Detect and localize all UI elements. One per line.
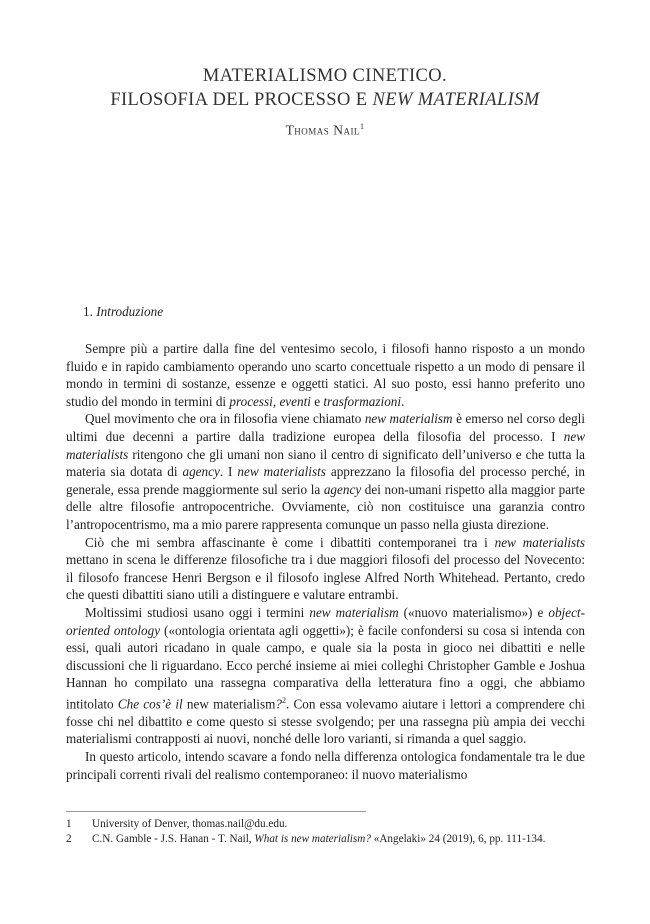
footnote-text: C.N. Gamble - J.S. Hanan - T. Nail, What is new materialism? «Angelaki» 24 (2019), 6, pp. 111-134.: [92, 833, 546, 845]
footnote-divider: [66, 811, 366, 812]
footnotes: [66, 817, 585, 847]
footnote-1: [66, 817, 585, 832]
section-title: Introduzione: [96, 304, 164, 319]
title-line-2: [60, 88, 590, 112]
body-text: [66, 340, 585, 783]
paragraph-2: Quel movimento che ora in filosofia viene chiamato new materialism è emerso nel corso degli ultimi due decenni a partire dalla tradizione europea della filosofia del processo. I new materialists ritengono che gli umani non siano il centro di significato dell’universo e che tutta la materia sia dotata di agency. I new materialists apprezzano la filosofia del processo perché, in generale, essa prende maggiormente sul serio la agency dei non-umani rispetto alla maggior parte delle altre filosofie antropocentriche. Ovviamente, ciò non costituisce una garanzia contro l’antropocentrismo, ma a mio parere rappresenta comunque un passo nella giusta direzione.: [66, 411, 586, 532]
paragraph-3: Ciò che mi sembra affascinante è come i dibattiti contemporanei tra i new materialists mettano in scena le differenze filosofiche tra i due maggiori filosofi del processo del Novecento: il filosofo francese Henri Bergson e il filosofo inglese Alfred North Whitehead. Pertanto, credo che questi dibattiti siano utili a distinguere e valutare entrambi.: [66, 534, 585, 603]
section-heading: [83, 304, 163, 320]
footnote-text: University of Denver, thomas.nail@du.edu.: [92, 818, 288, 830]
footnote-2: [66, 832, 585, 847]
footnote-number: 2: [66, 833, 72, 845]
section-number: 1.: [83, 304, 93, 319]
article-title: [60, 64, 590, 112]
paragraph-4: Moltissimi studiosi usano oggi i termini new materialism («nuovo materialismo») e object-oriented ontology («ontologia orientata agli oggetti»); è facile confondersi su cosa si intenda con essi, quali autori ricadano in quale campo, e quale sia la posta in gioco nei dibattiti e nelle discussioni che li riguardano. Ecco perché insieme ai miei colleghi Christopher Gamble e Joshua Hannan ho compilato una rassegna comparativa della letteratura fino a oggi, che abbiamo intitolato Che cos’è il new materialism?$^2$. Con essa volevamo aiutare i lettori a comprendere chi fosse chi nel dibattito e come questo si stesse svolgendo; per una rassegna più ampia dei vecchi materialismi contrapposti ai nuovi, nonché delle loro varianti, si rimanda a quel saggio.: [66, 604, 585, 747]
title-line-2-italic: NEW MATERIALISM: [372, 90, 540, 110]
footnote-ref-2[interactable]: 2: [281, 695, 286, 705]
author-footnote-ref[interactable]: 1: [359, 122, 365, 131]
paragraph-1: Sempre più a partire dalla fine del ventesimo secolo, i filosofi hanno risposto a un mondo fluido e in rapido cambiamento operando uno scarto concettuale rispetto a un modo di pensare il mondo in termini di sostanze, essenze e oggetti statici. Al suo posto, essi hanno preferito uno studio del mondo in termini di processi, eventi e trasformazioni.: [66, 341, 585, 409]
author-name: [60, 122, 590, 139]
footnote-number: 1: [66, 818, 72, 830]
paragraph-5: In questo articolo, intendo scavare a fondo nella differenza ontologica fondamentale tra le due principali correnti rivali del realismo contemporaneo: il nuovo materialismo: [66, 749, 585, 782]
title-line-1: MATERIALISMO CINETICO.: [202, 66, 448, 86]
author-name-text: Thomas Nail: [285, 122, 360, 138]
title-line-2-text: FILOSOFIA DEL PROCESSO E: [110, 90, 373, 110]
